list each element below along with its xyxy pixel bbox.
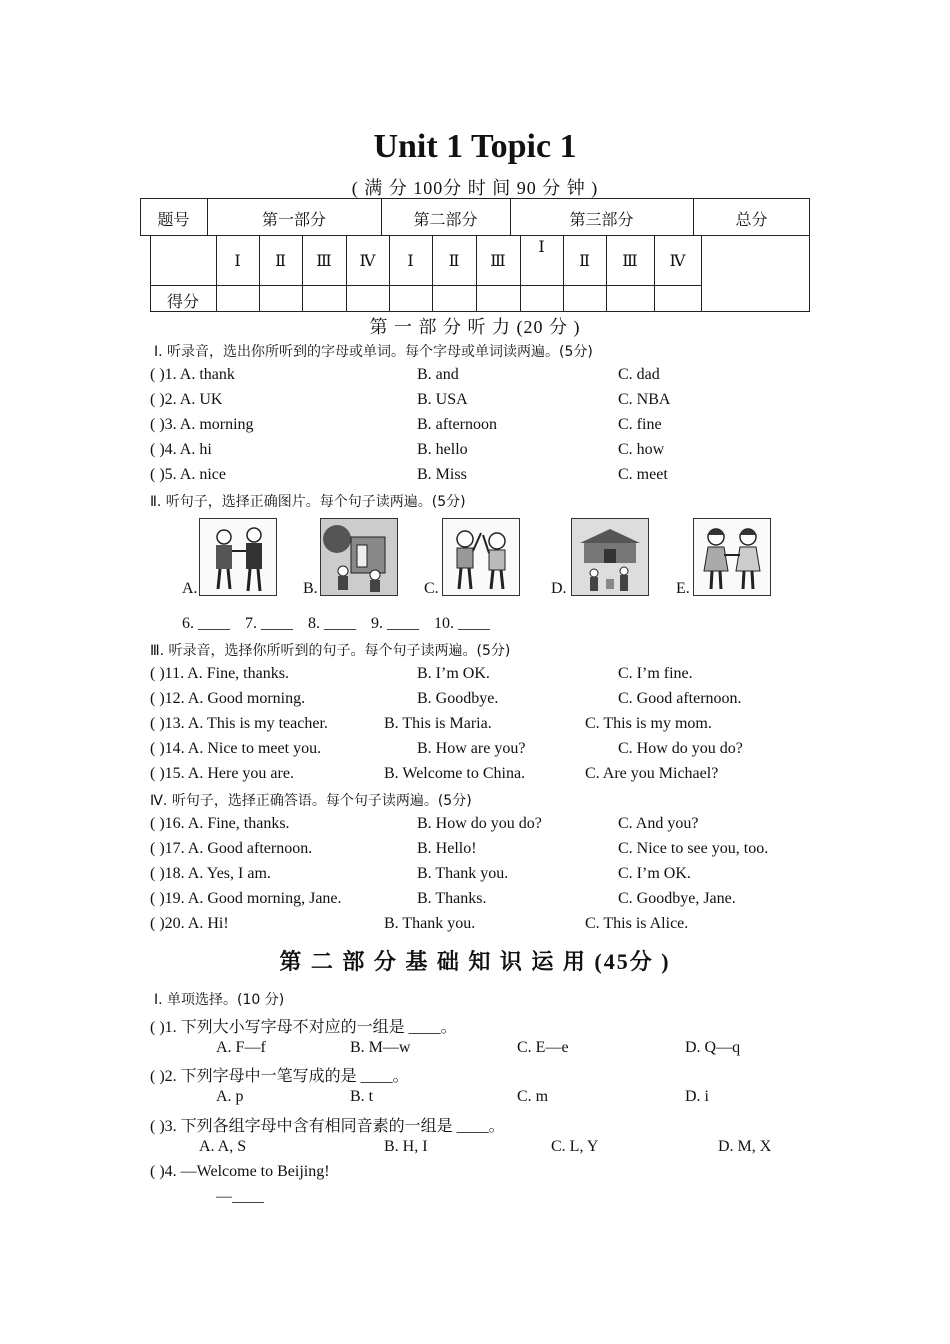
q1-b: B. and [417, 366, 459, 383]
p3-col-1: Ⅰ [538, 239, 545, 256]
q3-a: ( )3. A. morning [150, 416, 254, 433]
q12-c: C. Good afternoon. [618, 690, 742, 707]
q4-a: ( )4. A. hi [150, 441, 212, 458]
score-table [140, 198, 810, 312]
q11-a: ( )11. A. Fine, thanks. [150, 665, 289, 682]
q12-b: B. Goodbye. [417, 690, 499, 707]
p3-col-4: Ⅳ [669, 253, 686, 270]
q5-c: C. meet [618, 466, 668, 483]
p2-col-2: Ⅱ [448, 253, 460, 270]
p2-q1-d: D. Q—q [685, 1039, 741, 1056]
q4-c: C. how [618, 441, 665, 458]
pic-label-d: D. [551, 580, 567, 597]
q13-b: B. This is Maria. [384, 715, 492, 732]
q20-c: C. This is Alice. [585, 915, 689, 932]
p2-q1-a: A. F—f [216, 1039, 266, 1056]
q11-b: B. I’m OK. [417, 665, 490, 682]
p2-q3-stem: ( )3. 下列各组字母中含有相同音素的一组是 ____。 [150, 1118, 505, 1135]
q14-a: ( )14. A. Nice to meet you. [150, 740, 322, 757]
p2-q2-d: D. i [685, 1088, 709, 1105]
q14-c: C. How do you do? [618, 740, 743, 757]
q20-b: B. Thank you. [384, 915, 476, 932]
q19-a: ( )19. A. Good morning, Jane. [150, 890, 342, 907]
p2-q2-b: B. t [350, 1088, 374, 1105]
p2-q2-c: C. m [517, 1088, 549, 1105]
q17-c: C. Nice to see you, too. [618, 840, 769, 857]
part1-heading: 第 一 部 分 听 力 (20 分 ) [369, 317, 581, 337]
exam-info: ( 满 分 100分 时 间 90 分 钟 ) [351, 178, 599, 198]
p2-q1-c: C. E—e [517, 1039, 569, 1056]
section1-title: Ⅰ. 听录音，选出你所听到的字母或单词。每个字母或单词读两遍。(5分) [154, 344, 593, 360]
picture-e-girls-shaking-hands [693, 518, 771, 596]
pic-label-a: A. [182, 580, 198, 597]
part2-header: 第二部分 [413, 212, 478, 229]
q3-b: B. afternoon [417, 416, 497, 433]
q16-a: ( )16. A. Fine, thanks. [150, 815, 290, 832]
p2-q4-stem: ( )4. —Welcome to Beijing! [150, 1163, 330, 1180]
picture-b-school-gate [320, 518, 398, 596]
section3-title: Ⅲ. 听录音，选择你所听到的句子。每个句子读两遍。(5分) [150, 643, 511, 659]
part1-header: 第一部分 [261, 212, 326, 229]
section4-title: Ⅳ. 听句子，选择正确答语。每个句子读两遍。(5分) [150, 793, 472, 809]
p2-q3-b: B. H, I [384, 1138, 428, 1155]
section2-title: Ⅱ. 听句子，选择正确图片。每个句子读两遍。(5分) [150, 494, 466, 510]
q15-c: C. Are you Michael? [585, 765, 719, 782]
q14-b: B. How are you? [417, 740, 526, 757]
p2-q4-reply[interactable]: —____ [216, 1188, 264, 1205]
q19-b: B. Thanks. [417, 890, 487, 907]
pic-label-e: E. [676, 580, 690, 597]
q1-a: ( )1. A. thank [150, 366, 235, 383]
picture-d-tiananmen [571, 518, 649, 596]
q15-b: B. Welcome to China. [384, 765, 526, 782]
part2-heading: 第 二 部 分 基 础 知 识 运 用 (45分 ) [279, 949, 671, 974]
q5-b: B. Miss [417, 466, 467, 483]
q17-b: B. Hello! [417, 840, 477, 857]
q12-a: ( )12. A. Good morning. [150, 690, 306, 707]
q2-c: C. NBA [618, 391, 671, 408]
p2-col-1: Ⅰ [407, 253, 414, 270]
part3-header: 第三部分 [569, 212, 634, 229]
p2-q3-d: D. M, X [718, 1138, 772, 1155]
row-label-score: 得分 [166, 294, 199, 311]
q2-a: ( )2. A. UK [150, 391, 223, 408]
p2-q1-b: B. M—w [350, 1039, 411, 1056]
p1-col-3: Ⅲ [316, 253, 332, 270]
q11-c: C. I’m fine. [618, 665, 693, 682]
part2-section1-title: Ⅰ. 单项选择。(10 分) [154, 992, 285, 1008]
answer-10[interactable]: 10. ____ [434, 615, 490, 632]
p2-q1-stem: ( )1. 下列大小写字母不对应的一组是 ____。 [150, 1019, 457, 1036]
q13-a: ( )13. A. This is my teacher. [150, 715, 328, 732]
p3-col-3: Ⅲ [622, 253, 638, 270]
q3-c: C. fine [618, 416, 662, 433]
p1-col-4: Ⅳ [359, 253, 376, 270]
p2-col-3: Ⅲ [490, 253, 506, 270]
q13-c: C. This is my mom. [585, 715, 712, 732]
q20-a: ( )20. A. Hi! [150, 915, 229, 932]
p1-col-2: Ⅱ [275, 253, 286, 270]
answer-9[interactable]: 9. ____ [371, 615, 419, 632]
answer-8[interactable]: 8. ____ [308, 615, 356, 632]
p2-q3-a: A. A, S [199, 1138, 247, 1155]
picture-c-children-waving [442, 518, 520, 596]
p2-q2-a: A. p [216, 1088, 244, 1105]
p3-col-2: Ⅱ [579, 253, 590, 270]
p2-q2-stem: ( )2. 下列字母中一笔写成的是 ____。 [150, 1068, 409, 1085]
q16-b: B. How do you do? [417, 815, 542, 832]
q15-a: ( )15. A. Here you are. [150, 765, 294, 782]
q16-c: C. And you? [618, 815, 699, 832]
row-label-number: 题号 [157, 212, 190, 229]
q5-a: ( )5. A. nice [150, 466, 226, 483]
page-title: Unit 1 Topic 1 [373, 128, 577, 165]
answer-7[interactable]: 7. ____ [245, 615, 293, 632]
total-header: 总分 [735, 212, 768, 229]
pic-label-c: C. [424, 580, 439, 597]
p1-col-1: Ⅰ [234, 253, 241, 270]
picture-a-two-people-greeting [199, 518, 277, 596]
pic-label-b: B. [303, 580, 318, 597]
q19-c: C. Goodbye, Jane. [618, 890, 736, 907]
q18-b: B. Thank you. [417, 865, 509, 882]
q18-a: ( )18. A. Yes, I am. [150, 865, 271, 882]
answer-6[interactable]: 6. ____ [182, 615, 230, 632]
q4-b: B. hello [417, 441, 468, 458]
q18-c: C. I’m OK. [618, 865, 691, 882]
q17-a: ( )17. A. Good afternoon. [150, 840, 313, 857]
p2-q3-c: C. L, Y [551, 1138, 599, 1155]
q1-c: C. dad [618, 366, 660, 383]
q2-b: B. USA [417, 391, 468, 408]
